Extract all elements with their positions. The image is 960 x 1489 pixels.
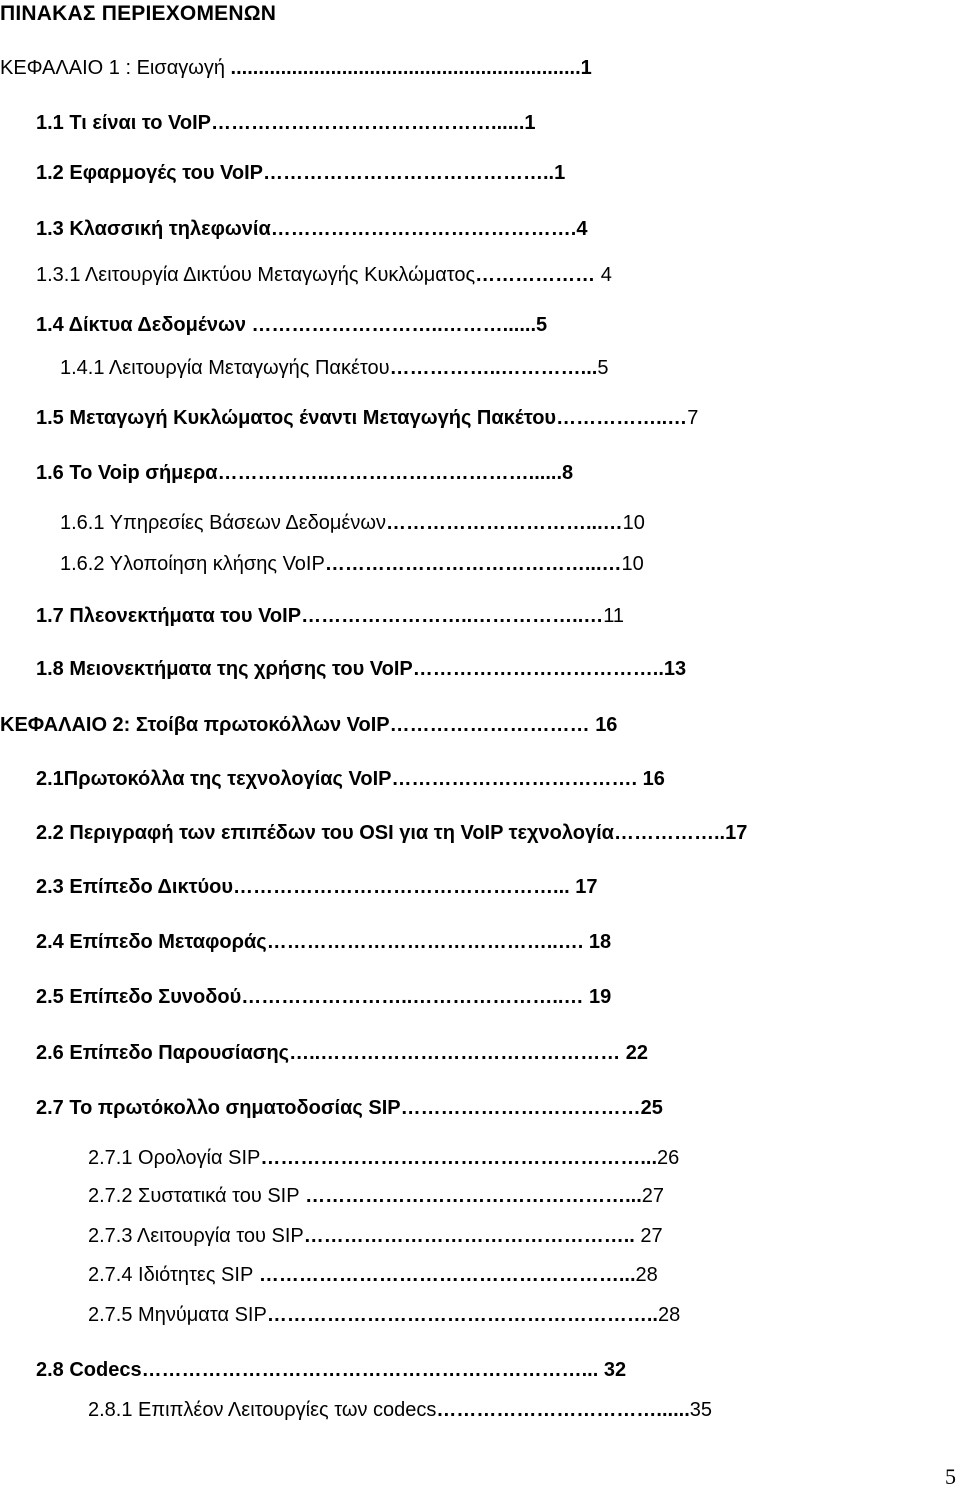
toc-leader: …………………………………………………... [260, 1147, 658, 1169]
toc-page-number: 17 [725, 822, 748, 844]
toc-page-number: 8 [562, 462, 574, 484]
toc-leader: …..……………………………………… [289, 1042, 626, 1064]
toc-page-number: 10 [622, 512, 645, 534]
toc-leader: ………………………………. [391, 768, 643, 790]
toc-entry-text: 1.4.1 Λειτουργία Μεταγωγής Πακέτου [60, 357, 390, 379]
toc-page-number: 25 [640, 1097, 663, 1119]
toc-entry-2-7-1 [88, 1145, 679, 1171]
toc-entry-text: 2.2 Περιγραφή των επιπέδων του OSI για τη VoIP τεχνολογία [36, 822, 614, 844]
toc-page-number: 28 [657, 1304, 681, 1326]
toc-entry-text: 2.7 Το πρωτόκολλο σηματοδοσίας SIP [36, 1097, 401, 1119]
toc-leader: ............................................................... [225, 57, 581, 79]
toc-entry-2-7-4 [88, 1262, 658, 1288]
toc-page-number: 35 [689, 1399, 712, 1421]
toc-entry-text: 1.1 Τι είναι το VoIP [36, 112, 212, 134]
toc-entry-text: 2.1Πρωτοκόλλα της τεχνολογίας VoIP [36, 768, 392, 790]
toc-page-number: 22 [625, 1042, 648, 1064]
toc-page-number: 17 [575, 876, 598, 898]
toc-entry-1-6 [36, 460, 573, 486]
toc-entry-2-5 [36, 984, 611, 1010]
toc-entry-text: 2.5 Επίπεδο Συνοδού [36, 986, 242, 1008]
toc-entry-text: 1.6.2 Υλοποίηση κλήσης VoIP [60, 553, 325, 575]
toc-page-number: 27 [641, 1185, 665, 1207]
toc-page-number: 16 [642, 768, 665, 790]
toc-leader: ………………………………………………... [253, 1264, 636, 1286]
toc-page-number: 26 [657, 1147, 680, 1169]
toc-entry-text: 2.7.3 Λειτουργία του SIP [88, 1225, 304, 1247]
toc-entry-text: 1.3.1 Λειτουργία Δικτύου Μεταγωγής Κυκλώματος [36, 264, 476, 286]
toc-entry-2-7-2 [88, 1183, 664, 1209]
toc-page-number: 18 [588, 931, 612, 953]
toc-title: ΠΙΝΑΚΑΣ ΠΕΡΙΕΧΟΜΕΝΩΝ [0, 2, 277, 25]
toc-entry-text: 1.2 Εφαρμογές του VoIP [36, 162, 263, 184]
toc-leader: ……………………………….. [412, 658, 664, 680]
toc-entry-text: 2.7.2 Συστατικά του SIP [88, 1185, 300, 1207]
toc-entry-1-8 [36, 656, 686, 682]
toc-page-number: 1 [554, 162, 566, 184]
toc-entry-text: 1.5 Μεταγωγή Κυκλώματος έναντι Μεταγωγής Πακέτου [36, 407, 557, 429]
toc-entry-1-2 [36, 160, 565, 186]
page-number: 5 [945, 1464, 956, 1489]
toc-entry-2-4 [36, 929, 611, 955]
toc-entry-2-8 [36, 1357, 626, 1383]
toc-entry-1-4-1 [60, 355, 608, 381]
toc-entry-2-7-5 [88, 1302, 680, 1328]
toc-entry-text: 1.6 Το Voip σήμερα [36, 462, 218, 484]
toc-page-number: 28 [635, 1264, 658, 1286]
toc-entry-1-6-2 [60, 551, 644, 577]
toc-entry-2-6 [36, 1040, 648, 1066]
toc-entry-chapter-2 [0, 712, 617, 738]
toc-leader: ……………..…………... [389, 357, 598, 379]
toc-entry-text: 2.7.5 Μηνύματα SIP [88, 1304, 267, 1326]
toc-entry-text: 2.8 Codecs [36, 1359, 142, 1381]
toc-leader: ………………………..………...... [246, 314, 537, 336]
toc-page-number: 11 [603, 605, 625, 627]
toc-entry-2-3 [36, 874, 598, 900]
toc-entry-text: 1.7 Πλεονεκτήματα του VoIP [36, 605, 302, 627]
toc-page-number: 27 [640, 1225, 663, 1247]
toc-page-number: 5 [597, 357, 609, 379]
toc-page-number: 10 [621, 553, 644, 575]
toc-leader: ……………………………… [400, 1097, 641, 1119]
toc-leader: …………………………………………... [299, 1185, 642, 1207]
toc-entry-text: 1.3 Κλασσική τηλεφωνία [36, 218, 271, 240]
toc-leader: ………………………………………………….. [266, 1304, 658, 1326]
toc-leader: ………………………………………. [270, 218, 577, 240]
toc-entry-text: 2.6 Επίπεδο Παρουσίασης [36, 1042, 290, 1064]
toc-entry-text: 1.6.1 Υπηρεσίες Βάσεων Δεδομένων [60, 512, 386, 534]
toc-page-number: 4 [600, 264, 612, 286]
toc-page-number: 19 [589, 986, 612, 1008]
toc-entry-1-7 [36, 603, 624, 629]
toc-leader: ……………… [475, 264, 601, 286]
toc-page-number: 13 [663, 658, 687, 680]
toc-leader: ……………………………...... [436, 1399, 690, 1421]
toc-leader: ……………..… [556, 407, 688, 429]
toc-entry-chapter-1 [0, 55, 592, 81]
toc-entry-text: 1.4 Δίκτυα Δεδομένων [36, 314, 246, 336]
toc-page-number: 16 [595, 714, 618, 736]
toc-entry-text: ΚΕΦΑΛΑΙΟ 2: Στοίβα πρωτοκόλλων VoIP [0, 714, 390, 736]
toc-page-number: 5 [536, 314, 548, 336]
toc-entry-text: 2.7.4 Ιδιότητες SIP [88, 1264, 254, 1286]
toc-entry-1-5 [36, 405, 698, 431]
toc-leader: ……………………..……………..… [301, 605, 604, 627]
toc-entry-1-6-1 [60, 510, 645, 536]
toc-entry-text: 2.7.1 Ορολογία SIP [88, 1147, 261, 1169]
toc-leader: …………………………………………………………... [141, 1359, 604, 1381]
toc-leader: ……………..…………………………...... [217, 462, 563, 484]
toc-entry-1-4 [36, 312, 547, 338]
toc-leader: ……………………..…………………..… [241, 986, 590, 1008]
toc-page-number: 1 [524, 112, 536, 134]
toc-entry-2-1 [36, 766, 665, 792]
toc-page-number: 1 [580, 57, 592, 79]
toc-entry-1-3-1 [36, 262, 612, 288]
toc-leader: ………………………… [389, 714, 596, 736]
toc-entry-2-8-1 [88, 1397, 712, 1423]
toc-leader: ……………………………………...... [211, 112, 525, 134]
toc-entry-text: 2.3 Επίπεδο Δικτύου [36, 876, 234, 898]
toc-entry-text: 1.8 Μειονεκτήματα της χρήσης του VoIP [36, 658, 413, 680]
toc-entry-1-3 [36, 216, 587, 242]
toc-entry-text: 2.8.1 Επιπλέον Λειτουργίες των codecs [88, 1399, 437, 1421]
toc-entry-1-1 [36, 110, 536, 136]
toc-entry-text: 2.4 Επίπεδο Μεταφοράς [36, 931, 267, 953]
toc-page-number: 7 [687, 407, 699, 429]
toc-page-number: 4 [576, 218, 588, 240]
toc-leader: …………………………...… [385, 512, 623, 534]
toc-leader: …………….. [613, 822, 726, 844]
toc-entry-2-7 [36, 1095, 663, 1121]
toc-entry-2-2 [36, 820, 747, 846]
toc-entry-2-7-3 [88, 1223, 663, 1249]
toc-leader: ………………………………………….. [303, 1225, 641, 1247]
toc-leader: ……………………………………..…. [266, 931, 589, 953]
toc-entry-text: ΚΕΦΑΛΑΙΟ 1 : Εισαγωγή [0, 57, 225, 79]
toc-leader: …………………………………….. [262, 162, 555, 184]
toc-leader: …………………………………………... [233, 876, 576, 898]
toc-page-number: 32 [603, 1359, 627, 1381]
toc-leader: …………………………………...… [324, 553, 622, 575]
